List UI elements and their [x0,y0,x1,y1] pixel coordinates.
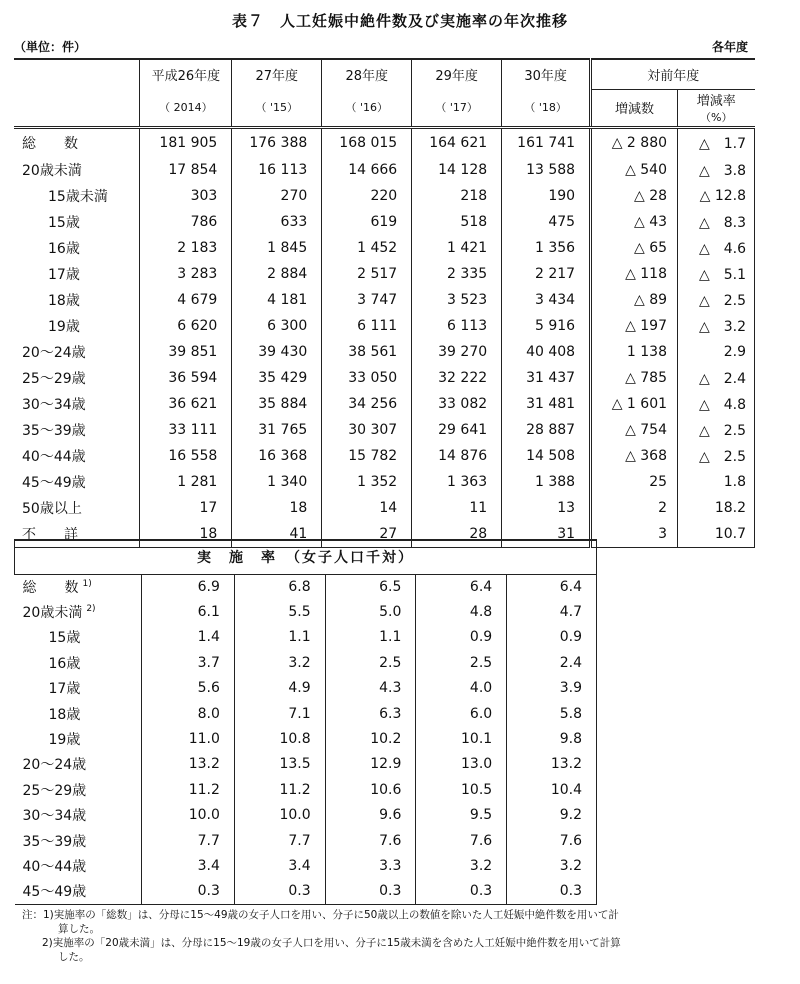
rate-cell: 4.9 [234,676,325,701]
count-cell: 31 437 [502,365,591,391]
row-label: 20～24歳 [22,345,86,361]
rate-cell: 6.3 [325,701,416,726]
rate-cell: 0.3 [507,879,597,904]
table-row [15,701,597,726]
change-count-cell: 25 [591,469,678,495]
period-label: 各年度 [711,40,748,54]
rate-cell: 10.1 [416,726,507,751]
change-count-cell: △ 785 [591,365,678,391]
change-rate-cell: △ 5.1 [678,261,755,287]
header-year: 29年度 [412,59,502,89]
table-row [14,209,755,235]
header-year-sub: （ '17） [412,89,502,127]
rate-cell: 11.2 [234,777,325,802]
header-year-sub: （ '18） [502,89,591,127]
table-row [15,879,597,904]
count-cell: 1 845 [232,235,322,261]
change-rate-cell: △ 2.4 [678,365,755,391]
count-cell: 4 181 [232,287,322,313]
rates-body [15,574,597,904]
change-count-cell: △ 65 [591,235,678,261]
count-cell: 1 352 [322,469,412,495]
change-count-cell: 1 138 [591,339,678,365]
count-cell: 1 281 [140,469,232,495]
count-cell: 218 [412,183,502,209]
rate-cell: 3.4 [234,853,325,878]
table-row [14,261,755,287]
header-change-rate-label: 増減率 [696,94,736,109]
count-cell: 2 183 [140,235,232,261]
row-label [15,828,142,853]
rate-cell: 0.3 [325,879,416,904]
count-cell: 168 015 [322,127,412,157]
rate-cell: 5.5 [234,599,325,624]
count-cell: 1 340 [232,469,322,495]
table-row [15,650,597,675]
row-label [15,777,142,802]
row-label-text: 20歳未満 [22,605,83,622]
count-cell: 35 884 [232,391,322,417]
change-count-cell: △ 43 [591,209,678,235]
footnote-1-cont: 算した。 [58,923,100,935]
abortion-counts-table [14,58,755,548]
count-cell: 33 050 [322,365,412,391]
count-cell: 17 854 [140,157,232,183]
counts-body [14,127,755,547]
rate-cell: 5.6 [142,676,235,701]
count-cell: 161 741 [502,127,591,157]
abortion-rates-table [14,539,597,905]
row-label: 19歳 [48,319,80,335]
count-cell: 786 [140,209,232,235]
footnote-2-cont: した。 [58,951,90,963]
rate-cell: 3.2 [507,853,597,878]
change-rate-cell: △ 2.5 [678,443,755,469]
count-cell: 16 368 [232,443,322,469]
count-cell: 518 [412,209,502,235]
change-count-cell: △ 1 601 [591,391,678,417]
rate-cell: 0.9 [416,625,507,650]
count-cell: 1 452 [322,235,412,261]
table-row [14,469,755,495]
count-cell: 619 [322,209,412,235]
change-count-cell: 3 [591,521,678,547]
count-cell: 29 641 [412,417,502,443]
count-cell: 36 594 [140,365,232,391]
rate-cell: 4.0 [416,676,507,701]
footnote-1: 注：1)実施率の「総数」は、分母に15～49歳の女子人口を用い、分子に50歳以上の数値を除いた人工妊娠中絶件数を用いて計 [22,909,619,921]
count-cell: 35 429 [232,365,322,391]
count-cell: 39 270 [412,339,502,365]
rate-cell: 3.4 [142,853,235,878]
count-cell: 31 481 [502,391,591,417]
count-cell: 14 876 [412,443,502,469]
rate-cell: 13.2 [507,752,597,777]
count-cell: 16 113 [232,157,322,183]
count-cell: 40 408 [502,339,591,365]
count-cell: 6 300 [232,313,322,339]
table-row [14,495,755,521]
rate-cell: 4.3 [325,676,416,701]
change-count-cell: △ 197 [591,313,678,339]
row-label: 不 詳 [14,521,140,547]
row-label [15,726,142,751]
row-label [15,752,142,777]
count-cell: 38 561 [322,339,412,365]
table-row [14,313,755,339]
count-cell: 3 283 [140,261,232,287]
count-cell: 14 [322,495,412,521]
row-label: 25～29歳 [22,371,86,387]
table-row [14,127,755,157]
change-rate-cell: △ 2.5 [678,417,755,443]
row-label [15,803,142,828]
count-cell: 33 111 [140,417,232,443]
rate-cell: 9.2 [507,803,597,828]
table-row [14,443,755,469]
header-year: 30年度 [502,59,591,89]
rate-cell: 3.9 [507,676,597,701]
table-row [15,599,597,624]
change-rate-cell: △ 1.7 [678,127,755,157]
rate-cell: 10.6 [325,777,416,802]
count-cell: 30 307 [322,417,412,443]
rate-cell: 3.2 [416,853,507,878]
count-cell: 2 335 [412,261,502,287]
row-label [15,625,142,650]
rate-cell: 10.8 [234,726,325,751]
change-count-cell: 2 [591,495,678,521]
rate-cell: 6.0 [416,701,507,726]
count-cell: 1 421 [412,235,502,261]
header-change-count: 増減数 [591,89,678,127]
rate-cell: 10.0 [234,803,325,828]
change-rate-cell: △ 4.8 [678,391,755,417]
count-cell: 633 [232,209,322,235]
row-label-text: 30～34歳 [22,808,87,825]
count-cell: 27 [322,521,412,547]
table-row [14,157,755,183]
count-cell: 6 620 [140,313,232,339]
rate-cell: 5.8 [507,701,597,726]
row-label [15,650,142,675]
count-cell: 164 621 [412,127,502,157]
row-label [15,574,142,599]
table-row [14,391,755,417]
row-label-text: 25～29歳 [22,782,87,799]
count-cell: 11 [412,495,502,521]
table-row [15,853,597,878]
count-cell: 220 [322,183,412,209]
rate-cell: 1.1 [234,625,325,650]
rate-cell: 0.3 [234,879,325,904]
count-cell: 14 666 [322,157,412,183]
table-row [14,417,755,443]
row-label-text: 18歳 [48,706,81,723]
count-cell: 270 [232,183,322,209]
rate-cell: 13.5 [234,752,325,777]
change-rate-cell: 2.9 [678,339,755,365]
row-label [15,676,142,701]
count-cell: 1 363 [412,469,502,495]
count-cell: 34 256 [322,391,412,417]
rate-cell: 7.6 [416,828,507,853]
count-cell: 18 [232,495,322,521]
change-rate-cell: △ 8.3 [678,209,755,235]
change-count-cell: △ 28 [591,183,678,209]
rate-cell: 8.0 [142,701,235,726]
table-row [14,183,755,209]
count-cell: 14 508 [502,443,591,469]
rate-cell: 6.9 [142,574,235,599]
rate-cell: 0.3 [142,879,235,904]
count-cell: 3 523 [412,287,502,313]
header-change-rate [678,89,755,127]
row-label: 30～34歳 [22,397,86,413]
change-count-cell: △ 368 [591,443,678,469]
header-corner [14,59,140,127]
table-row [15,777,597,802]
row-label: 20歳未満 [22,163,82,179]
count-cell: 5 916 [502,313,591,339]
rate-cell: 12.9 [325,752,416,777]
count-cell: 18 [140,521,232,547]
rate-cell: 2.4 [507,650,597,675]
rate-cell: 11.0 [142,726,235,751]
row-label: 総 数 [22,135,78,152]
row-label: 16歳 [48,241,80,257]
rate-cell: 3.3 [325,853,416,878]
count-cell: 2 884 [232,261,322,287]
change-rate-cell: 10.7 [678,521,755,547]
change-rate-cell: △ 2.5 [678,287,755,313]
count-cell: 32 222 [412,365,502,391]
row-label-text: 15歳 [48,630,81,647]
change-rate-cell: △ 4.6 [678,235,755,261]
rates-title: 実 施 率 （女子人口千対） [15,540,597,574]
table-row [15,803,597,828]
change-rate-cell: 18.2 [678,495,755,521]
change-rate-cell: △ 12.8 [678,183,755,209]
row-label: 50歳以上 [22,501,82,517]
rate-cell: 6.8 [234,574,325,599]
rate-cell: 10.2 [325,726,416,751]
rate-cell: 10.5 [416,777,507,802]
table-title: 表７ 人工妊娠中絶件数及び実施率の年次推移 [231,12,568,30]
table-row [15,752,597,777]
rate-cell: 3.2 [234,650,325,675]
count-cell: 28 [412,521,502,547]
rate-cell: 2.5 [416,650,507,675]
rate-cell: 7.7 [234,828,325,853]
table-row [14,287,755,313]
count-cell: 190 [502,183,591,209]
count-cell: 15 782 [322,443,412,469]
rate-cell: 6.1 [142,599,235,624]
count-cell: 303 [140,183,232,209]
change-rate-cell: △ 3.8 [678,157,755,183]
rate-cell: 11.2 [142,777,235,802]
count-cell: 31 [502,521,591,547]
count-cell: 2 217 [502,261,591,287]
header-comparison: 対前年度 [591,59,755,89]
count-cell: 1 388 [502,469,591,495]
footnotes [22,908,782,964]
count-cell: 2 517 [322,261,412,287]
rate-cell: 7.6 [507,828,597,853]
rate-cell: 9.5 [416,803,507,828]
header-year-sub: （ 2014） [140,89,232,127]
footnote-ref: 2) [86,604,96,615]
rate-cell: 13.2 [142,752,235,777]
count-cell: 36 621 [140,391,232,417]
header-year: 28年度 [322,59,412,89]
rate-cell: 9.6 [325,803,416,828]
table-row [15,625,597,650]
count-cell: 41 [232,521,322,547]
count-cell: 17 [140,495,232,521]
row-label: 15歳未満 [48,189,108,205]
change-count-cell: △ 540 [591,157,678,183]
footnote-2: 2)実施率の「20歳未満」は、分母に15～19歳の女子人口を用い、分子に15歳未満を含めた人工妊娠中絶件数を用いて計算 [42,937,621,949]
rate-cell: 7.6 [325,828,416,853]
count-cell: 3 434 [502,287,591,313]
table-row [15,574,597,599]
rate-cell: 3.7 [142,650,235,675]
rate-cell: 6.5 [325,574,416,599]
rate-cell: 4.7 [507,599,597,624]
count-cell: 176 388 [232,127,322,157]
change-count-cell: △ 118 [591,261,678,287]
header-year-sub: （ '16） [322,89,412,127]
count-cell: 3 747 [322,287,412,313]
rate-cell: 10.4 [507,777,597,802]
row-label [15,879,142,904]
rate-cell: 7.1 [234,701,325,726]
row-label-text: 40～44歳 [22,858,87,875]
rate-cell: 5.0 [325,599,416,624]
row-label-text: 45～49歳 [22,884,87,901]
change-count-cell: △ 754 [591,417,678,443]
count-cell: 33 082 [412,391,502,417]
count-cell: 28 887 [502,417,591,443]
table-row [15,726,597,751]
row-label: 17歳 [48,267,80,283]
unit-label: （単位：件） [14,40,87,54]
row-label-text: 20～24歳 [22,757,87,774]
rate-cell: 2.5 [325,650,416,675]
footnote-ref: 1) [82,579,92,590]
rate-cell: 10.0 [142,803,235,828]
rate-cell: 7.7 [142,828,235,853]
rate-cell: 13.0 [416,752,507,777]
table-row [15,828,597,853]
rate-cell: 4.8 [416,599,507,624]
count-cell: 181 905 [140,127,232,157]
row-label: 45～49歳 [22,475,86,491]
rate-cell: 6.4 [416,574,507,599]
change-count-cell: △ 89 [591,287,678,313]
change-rate-cell: △ 3.2 [678,313,755,339]
row-label: 35～39歳 [22,423,86,439]
row-label: 18歳 [48,293,80,309]
rate-cell: 0.9 [507,625,597,650]
count-cell: 31 765 [232,417,322,443]
count-cell: 13 [502,495,591,521]
count-cell: 475 [502,209,591,235]
count-cell: 4 679 [140,287,232,313]
table-row [14,339,755,365]
row-label: 15歳 [48,215,80,231]
count-cell: 39 851 [140,339,232,365]
header-change-rate-unit: （%） [700,111,733,124]
row-label [15,853,142,878]
row-label-text: 16歳 [48,655,81,672]
header-year: 平成26年度 [140,59,232,89]
rate-cell: 0.3 [416,879,507,904]
rate-cell: 1.4 [142,625,235,650]
header-year: 27年度 [232,59,322,89]
table-row [15,676,597,701]
table-row [14,365,755,391]
row-label-text: 35～39歳 [22,833,87,850]
count-cell: 16 558 [140,443,232,469]
rate-cell: 9.8 [507,726,597,751]
change-rate-cell: 1.8 [678,469,755,495]
count-cell: 13 588 [502,157,591,183]
header-year-sub: （ '15） [232,89,322,127]
row-label [15,599,142,624]
count-cell: 6 111 [322,313,412,339]
rate-cell: 6.4 [507,574,597,599]
change-count-cell: △ 2 880 [591,127,678,157]
row-label-text: 19歳 [48,732,81,749]
count-cell: 39 430 [232,339,322,365]
row-label-text: 17歳 [48,681,81,698]
rate-cell: 1.1 [325,625,416,650]
row-label [15,701,142,726]
row-label-text: 総 数 [22,579,79,596]
row-label: 40～44歳 [22,449,86,465]
count-cell: 14 128 [412,157,502,183]
count-cell: 6 113 [412,313,502,339]
table-row [14,235,755,261]
count-cell: 1 356 [502,235,591,261]
